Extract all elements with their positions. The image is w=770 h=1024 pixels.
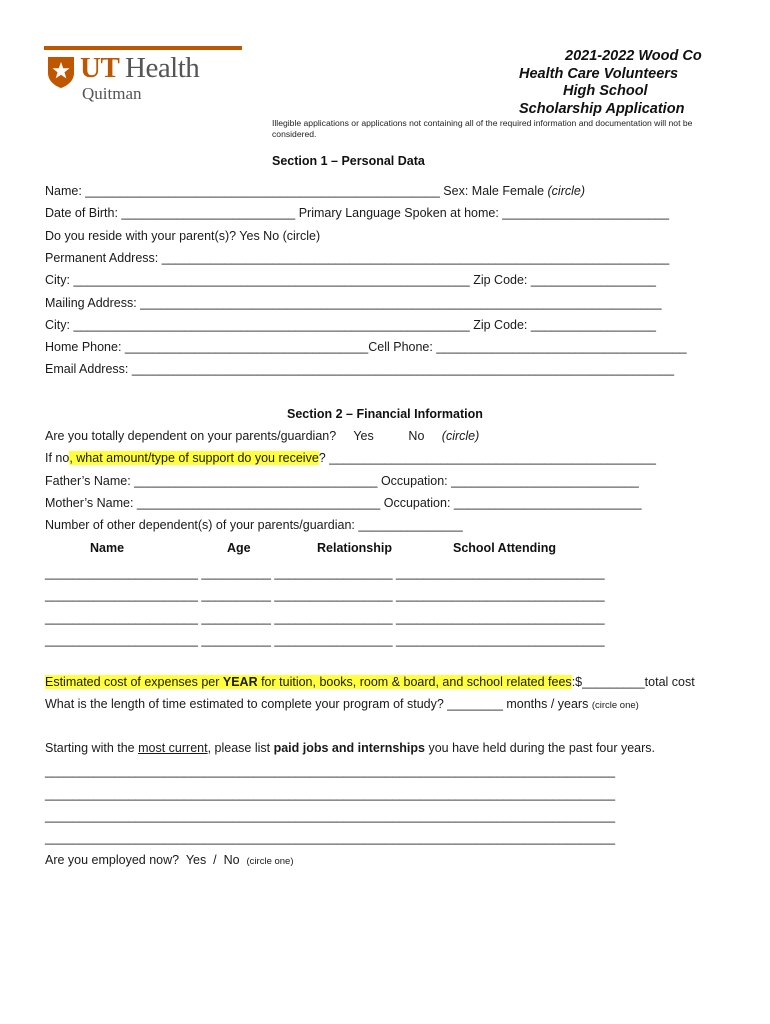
dependent-table-row[interactable]: ______________________ __________ _________________ ______________________________ xyxy=(45,611,605,625)
jobs-line[interactable]: __________________________________________________________________________________ xyxy=(45,831,616,845)
employed-text: Are you employed now? Yes / No xyxy=(45,853,247,867)
column-header-school: School Attending xyxy=(453,541,556,555)
logo-accent-bar xyxy=(44,46,242,50)
title-line-3: High School xyxy=(563,83,648,99)
dependent-text: Are you totally dependent on your parents/guardian? Yes No xyxy=(45,429,442,443)
jobs-line[interactable]: __________________________________________________________________________________ xyxy=(45,764,616,778)
title-line-2: Health Care Volunteers xyxy=(519,66,679,82)
email-field[interactable]: Email Address: ______________________________________________________________________________ xyxy=(45,362,675,376)
legibility-notice: Illegible applications or applications not containing all of the required information and documentation will not be considered. xyxy=(272,118,693,139)
dependent-field[interactable] xyxy=(45,429,479,443)
phone-field[interactable]: Home Phone: ___________________________________Cell Phone: ____________________________________ xyxy=(45,340,687,354)
support-highlight: , what amount/type of support do you receive xyxy=(69,451,319,465)
name-sex-text: Name: ___________________________________________________ Sex: Male Female xyxy=(45,184,548,198)
support-field[interactable] xyxy=(45,451,656,465)
dependent-table-row[interactable]: ______________________ __________ _________________ ______________________________ xyxy=(45,588,605,602)
jobs-instruction xyxy=(45,741,655,755)
other-dependents-field[interactable]: Number of other dependent(s) of your parents/guardian: _______________ xyxy=(45,518,463,532)
reside-with-parents-field[interactable]: Do you reside with your parent(s)? Yes No (circle) xyxy=(45,229,321,243)
column-header-relationship: Relationship xyxy=(317,541,393,555)
column-header-age: Age xyxy=(227,541,251,555)
jobs-line[interactable]: __________________________________________________________________________________ xyxy=(45,809,616,823)
jobs-line[interactable]: __________________________________________________________________________________ xyxy=(45,787,616,801)
column-header-name: Name xyxy=(90,541,125,555)
jobs-suffix: you have held during the past four years. xyxy=(425,741,656,755)
jobs-most-current: most current xyxy=(138,741,208,755)
title-line-4: Scholarship Application xyxy=(519,101,685,117)
father-field[interactable]: Father’s Name: ___________________________________ Occupation: ___________________________ xyxy=(45,474,639,488)
dependent-table-row[interactable]: ______________________ __________ _________________ ______________________________ xyxy=(45,566,605,580)
jobs-bold: paid jobs and internships xyxy=(273,741,425,755)
jobs-prefix: Starting with the xyxy=(45,741,139,755)
dob-language-field[interactable]: Date of Birth: _________________________ Primary Language Spoken at home: ________________________ xyxy=(45,206,670,220)
section-2-heading: Section 2 – Financial Information xyxy=(287,407,483,421)
city-zip-field-2[interactable]: City: _________________________________________________________ Zip Code: __________________ xyxy=(45,318,657,332)
dependent-table-row[interactable]: ______________________ __________ _________________ ______________________________ xyxy=(45,633,605,647)
logo-health-text: Health xyxy=(125,52,200,84)
mailing-address-field[interactable]: Mailing Address: ___________________________________________________________________________ xyxy=(45,296,662,310)
employed-circle-note: (circle one) xyxy=(246,856,294,867)
title-line-1: 2021-2022 Wood Co xyxy=(565,48,702,64)
logo-ut-text: UT xyxy=(80,52,120,84)
employed-field[interactable] xyxy=(45,853,294,867)
cost-highlight-2: for tuition, books, room & board, and school related fees xyxy=(257,675,572,689)
section-1-heading: Section 1 – Personal Data xyxy=(272,154,425,168)
cost-field[interactable] xyxy=(45,675,695,689)
support-prefix: If no xyxy=(45,451,70,465)
cost-suffix: :$_________total cost xyxy=(571,675,695,689)
name-sex-field[interactable] xyxy=(45,184,585,198)
program-length-field[interactable] xyxy=(45,697,639,711)
logo-location-text: Quitman xyxy=(82,84,142,103)
cost-highlight-1: Estimated cost of expenses per xyxy=(45,675,223,689)
dependent-circle-note: (circle) xyxy=(441,429,480,443)
support-suffix: ? _______________________________________________ xyxy=(318,451,656,465)
longhorn-shield-icon xyxy=(46,55,76,89)
city-zip-field-1[interactable]: City: _________________________________________________________ Zip Code: __________________ xyxy=(45,273,657,287)
mother-field[interactable]: Mother’s Name: ___________________________________ Occupation: ___________________________ xyxy=(45,496,642,510)
cost-highlight-year: YEAR xyxy=(222,675,258,689)
program-length-text: What is the length of time estimated to complete your program of study? ________ months / years xyxy=(45,697,592,711)
sex-circle-note: (circle) xyxy=(547,184,586,198)
permanent-address-field[interactable]: Permanent Address: _________________________________________________________________________ xyxy=(45,251,670,265)
jobs-mid: , please list xyxy=(207,741,274,755)
program-length-circle-note: (circle one) xyxy=(591,700,639,711)
